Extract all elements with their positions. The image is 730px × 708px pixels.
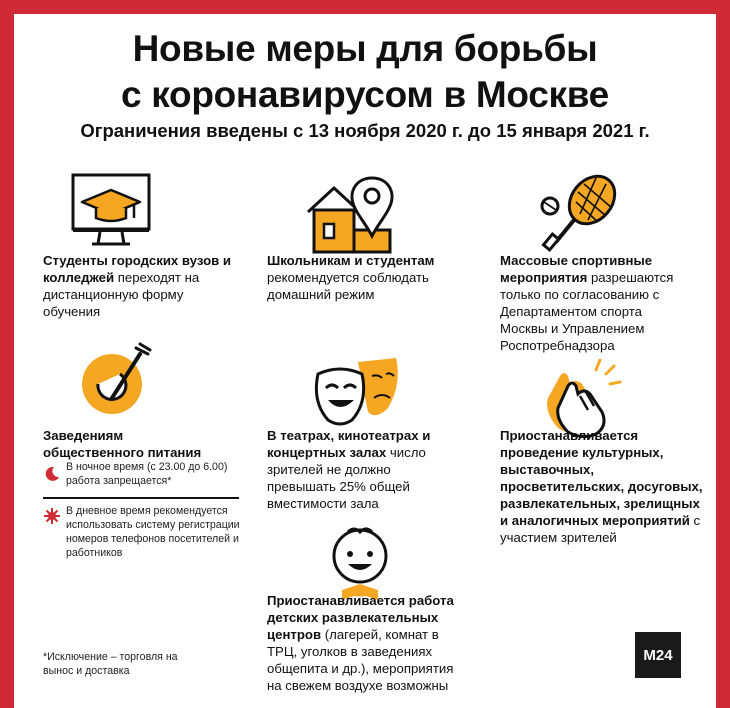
footnote: *Исключение – торговля на вынос и доставка — [43, 651, 178, 677]
catering-night-note: В ночное время (с 23.00 до 6.00) работа запрещается* — [66, 461, 228, 487]
sport-text — [500, 252, 684, 354]
title-line-1: Новые меры для борьбы — [132, 28, 598, 69]
monitor-graduation-cap-icon — [70, 172, 160, 252]
catering-title — [43, 427, 213, 461]
page-title — [14, 26, 716, 118]
students-text — [43, 252, 233, 320]
schoolchildren-bold-label: Школьникам и студентам — [267, 253, 435, 268]
culture-rest-label: с участием зрителей — [500, 513, 701, 545]
schoolchildren-text — [267, 252, 457, 303]
sun-icon — [44, 508, 60, 524]
catering-divider — [43, 497, 239, 499]
kids-bold-label: Приостанавливается работа детских развлекательных центров — [267, 593, 454, 642]
crescent-moon-icon — [44, 466, 60, 482]
theatres-text — [267, 427, 449, 512]
infographic — [14, 14, 716, 708]
sport-bold-label: Массовые спортивные мероприятия — [500, 253, 653, 285]
tennis-racket-icon — [530, 170, 630, 256]
theatre-masks-icon — [310, 354, 410, 434]
kids-text — [267, 592, 457, 694]
page-subtitle: Ограничения введены с 13 ноября 2020 г. до 15 января 2021 г. — [80, 120, 650, 141]
catering-bold-label: Заведениям общественного питания — [43, 428, 202, 460]
m24-logo: М24 — [635, 632, 681, 678]
theatres-rest-label: число зрителей не должно превышать 25% общей вместимости зала — [267, 445, 426, 511]
home-location-icon — [304, 174, 404, 256]
title-line-2: с коронавирусом в Москве — [121, 74, 609, 115]
students-bold-label: Студенты городских вузов и колледжей — [43, 253, 232, 285]
culture-bold-label: Приостанавливается проведение культурных, выставочных, просветительских, досуговых, развлекательных, зрелищных и аналогичных мероприятий — [500, 428, 703, 528]
students-rest-label: переходят на дистанционную форму обучения — [43, 270, 200, 319]
plate-fork-icon — [70, 334, 160, 420]
theatres-bold-label: В театрах, кинотеатрах и концертных залах — [267, 428, 431, 460]
kids-rest-label: (лагерей, комнат в ТРЦ, уголков в заведениях общепита и др.), мероприятия на свежем воздухе возможны — [267, 627, 454, 693]
schoolchildren-rest-label: рекомендуется соблюдать домашний режим — [267, 270, 429, 302]
catering-day-note: В дневное время рекомендуется использовать систему регистрации номеров телефонов посетителей и работников — [66, 505, 240, 559]
culture-text — [500, 427, 706, 546]
sport-rest-label: разрешаются только по согласованию с Департаментом спорта Москвы и Управлением Роспотребнадзора — [500, 270, 674, 353]
